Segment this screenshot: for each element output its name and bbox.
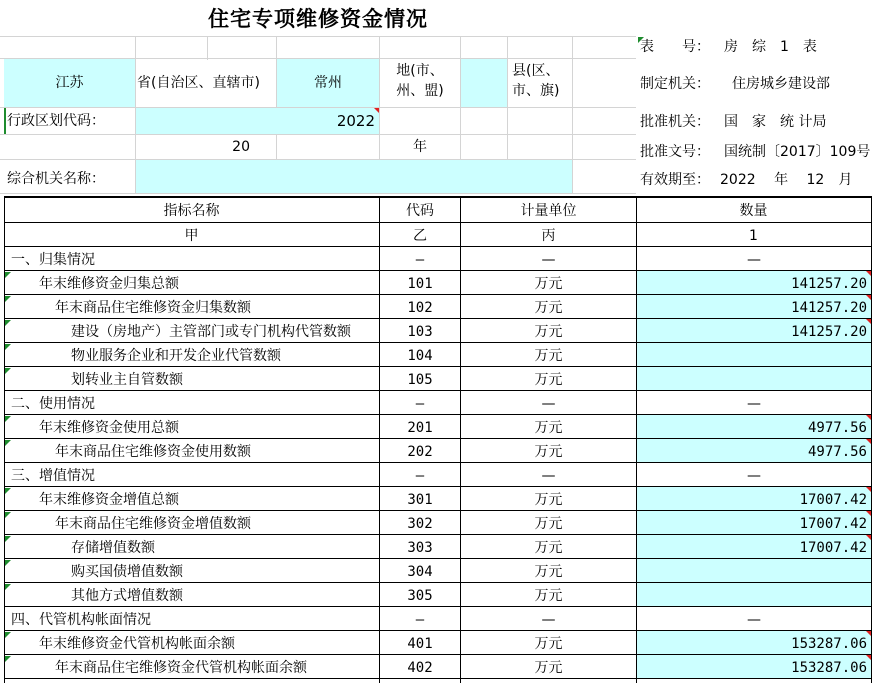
year-label: 年	[413, 139, 427, 155]
row-name: 年末维修资金归集总额	[39, 276, 179, 292]
formula-marker	[5, 560, 11, 566]
county-unit-label	[512, 61, 572, 107]
formula-marker	[5, 416, 11, 422]
gridline	[572, 36, 573, 194]
formula-marker	[5, 584, 11, 590]
table-row	[0, 367, 876, 391]
row-value[interactable]: 153287.06	[637, 631, 871, 655]
row-code: 101	[407, 276, 433, 292]
province-unit-label: 省(自治区、直辖市)	[137, 75, 260, 91]
region-code-label: 行政区划代码：	[7, 113, 105, 129]
row-value[interactable]: 17007.42	[637, 535, 871, 559]
row-name: 年末维修资金使用总额	[39, 420, 179, 436]
row-value[interactable]	[637, 559, 871, 583]
table-row	[0, 655, 876, 679]
row-value[interactable]	[637, 367, 871, 391]
row-unit: 万元	[534, 564, 563, 580]
row-code: 402	[407, 660, 433, 676]
province-cell[interactable]: 江苏	[4, 59, 135, 107]
col-header-code: 代码	[406, 203, 434, 219]
row-code: 201	[407, 420, 433, 436]
row-value: —	[747, 612, 761, 628]
county-unit-line2: 市、旗)	[512, 83, 560, 99]
row-name: 三、增值情况	[11, 468, 95, 484]
city-unit-line2: 州、盟)	[396, 83, 444, 99]
formula-marker	[5, 632, 11, 638]
row-value[interactable]: 17007.42	[637, 487, 871, 511]
row-code: 102	[407, 300, 433, 316]
formula-marker	[5, 440, 11, 446]
approve-value: 国 家 统 计局	[724, 114, 827, 130]
formula-marker	[5, 296, 11, 302]
col-divider	[460, 196, 461, 683]
org-label: 制定机关：	[640, 76, 710, 92]
row-unit: 万元	[534, 348, 563, 364]
col-divider	[636, 196, 637, 683]
sub-header-name: 甲	[184, 228, 199, 244]
table-row	[0, 583, 876, 607]
row-value[interactable]: 141257.20	[637, 271, 871, 295]
col-header-unit: 计量单位	[520, 203, 577, 219]
table-row	[0, 343, 876, 367]
table-right-border	[871, 196, 872, 683]
row-value: —	[747, 468, 761, 484]
table-row	[0, 391, 876, 415]
row-code: —	[415, 612, 425, 628]
table-no-label: 表 号：	[640, 39, 710, 55]
period-cell[interactable]: 20	[232, 139, 250, 155]
sub-header-value: 1	[749, 228, 758, 244]
org-value: 住房城乡建设部	[732, 76, 830, 92]
org-name-label: 综合机关名称：	[7, 171, 105, 187]
row-divider	[4, 678, 872, 679]
row-name: 二、使用情况	[11, 396, 95, 412]
formula-marker	[5, 656, 11, 662]
row-unit: 万元	[534, 444, 563, 460]
table-row	[0, 511, 876, 535]
row-unit: 万元	[534, 372, 563, 388]
row-value: —	[747, 252, 761, 268]
row-unit: 万元	[534, 324, 563, 340]
row-unit: 万元	[534, 516, 563, 532]
formula-marker	[5, 272, 11, 278]
valid-value: 2022 年 12 月	[720, 172, 853, 188]
row-name: 划转业主自管数额	[71, 372, 183, 388]
county-unit-line1: 县(区、	[512, 63, 560, 79]
gridline	[0, 134, 636, 135]
row-value[interactable]: 141257.20	[637, 295, 871, 319]
table-row	[0, 631, 876, 655]
row-unit: 万元	[534, 540, 563, 556]
table-row	[0, 319, 876, 343]
doc-value: 国统制〔2017〕109号	[724, 144, 871, 160]
org-name-input[interactable]	[136, 160, 572, 193]
table-no-value: 房 综 1 表	[724, 39, 817, 55]
header-divider	[4, 222, 872, 223]
sub-header-unit: 丙	[541, 228, 556, 244]
formula-marker	[5, 536, 11, 542]
table-row	[0, 607, 876, 631]
row-unit: 万元	[534, 660, 563, 676]
formula-marker	[5, 368, 11, 374]
table-row	[0, 295, 876, 319]
row-code: 305	[407, 588, 433, 604]
row-value[interactable]: 141257.20	[637, 319, 871, 343]
row-name: 物业服务企业和开发企业代管数额	[71, 348, 281, 364]
region-code-year-cell[interactable]: 2022	[136, 108, 379, 134]
row-name: 建设（房地产）主管部门或专门机构代管数额	[71, 324, 351, 340]
row-value[interactable]	[637, 583, 871, 607]
row-unit: —	[541, 468, 556, 484]
row-code: 401	[407, 636, 433, 652]
col-header-name: 指标名称	[163, 203, 220, 219]
row-name: 一、归集情况	[11, 252, 95, 268]
row-code: 104	[407, 348, 433, 364]
row-code: —	[415, 468, 425, 484]
row-unit: 万元	[534, 492, 563, 508]
row-value[interactable]: 4977.56	[637, 415, 871, 439]
row-name: 年末商品住宅维修资金归集数额	[55, 300, 251, 316]
row-value[interactable]: 4977.56	[637, 439, 871, 463]
sub-header-code: 乙	[413, 228, 427, 244]
county-cell[interactable]	[461, 59, 507, 107]
city-unit-line1: 地(市、	[396, 63, 444, 79]
row-unit: 万元	[534, 276, 563, 292]
row-unit: —	[541, 252, 556, 268]
valid-label: 有效期至：	[640, 172, 710, 188]
row-code: 103	[407, 324, 433, 340]
formula-marker	[5, 344, 11, 350]
row-code: 301	[407, 492, 433, 508]
formula-marker	[5, 488, 11, 494]
row-unit: 万元	[534, 588, 563, 604]
row-value[interactable]: 17007.42	[637, 511, 871, 535]
row-value[interactable]	[637, 343, 871, 367]
col-header-value: 数量	[739, 203, 768, 219]
page-title: 住宅专项维修资金情况	[208, 7, 428, 31]
row-code: 304	[407, 564, 433, 580]
table-row	[0, 535, 876, 559]
row-code: —	[415, 396, 425, 412]
row-name: 年末商品住宅维修资金代管机构帐面余额	[55, 660, 307, 676]
table-row	[0, 247, 876, 271]
table-row	[0, 463, 876, 487]
table-row	[0, 271, 876, 295]
city-cell[interactable]: 常州	[277, 59, 379, 107]
table-top-border	[4, 196, 872, 198]
row-name: 其他方式增值数额	[71, 588, 183, 604]
gridline	[0, 193, 636, 194]
row-name: 四、代管机构帐面情况	[11, 612, 151, 628]
active-row-marker	[4, 108, 6, 134]
row-code: 302	[407, 516, 433, 532]
row-name: 年末商品住宅维修资金使用数额	[55, 444, 251, 460]
table-row	[0, 487, 876, 511]
row-value[interactable]: 153287.06	[637, 655, 871, 679]
row-name: 年末商品住宅维修资金增值数额	[55, 516, 251, 532]
row-name: 年末维修资金代管机构帐面余额	[39, 636, 235, 652]
row-unit: 万元	[534, 636, 563, 652]
row-name: 存储增值数额	[71, 540, 155, 556]
row-unit: 万元	[534, 420, 563, 436]
formula-marker	[5, 320, 11, 326]
row-code: —	[415, 252, 425, 268]
gridline	[507, 36, 508, 160]
table-header-row	[0, 198, 876, 223]
row-name: 年末维修资金增值总额	[39, 492, 179, 508]
table-subheader-row	[0, 223, 876, 247]
header-divider	[4, 246, 872, 247]
table-row	[0, 439, 876, 463]
formula-marker	[5, 512, 11, 518]
table-row	[0, 559, 876, 583]
row-code: 105	[407, 372, 433, 388]
gridline	[207, 36, 208, 60]
comment-marker	[374, 108, 379, 113]
row-name: 购买国债增值数额	[71, 564, 183, 580]
row-code: 202	[407, 444, 433, 460]
col-divider	[379, 196, 380, 683]
row-value: —	[747, 396, 761, 412]
row-unit: —	[541, 612, 556, 628]
gridline	[0, 36, 636, 37]
row-unit: —	[541, 396, 556, 412]
table-row	[0, 415, 876, 439]
approve-label: 批准机关：	[640, 114, 710, 130]
row-code: 303	[407, 540, 433, 556]
row-unit: 万元	[534, 300, 563, 316]
doc-label: 批准文号：	[640, 144, 710, 160]
city-unit-label	[380, 61, 460, 107]
table-left-border	[4, 196, 5, 683]
